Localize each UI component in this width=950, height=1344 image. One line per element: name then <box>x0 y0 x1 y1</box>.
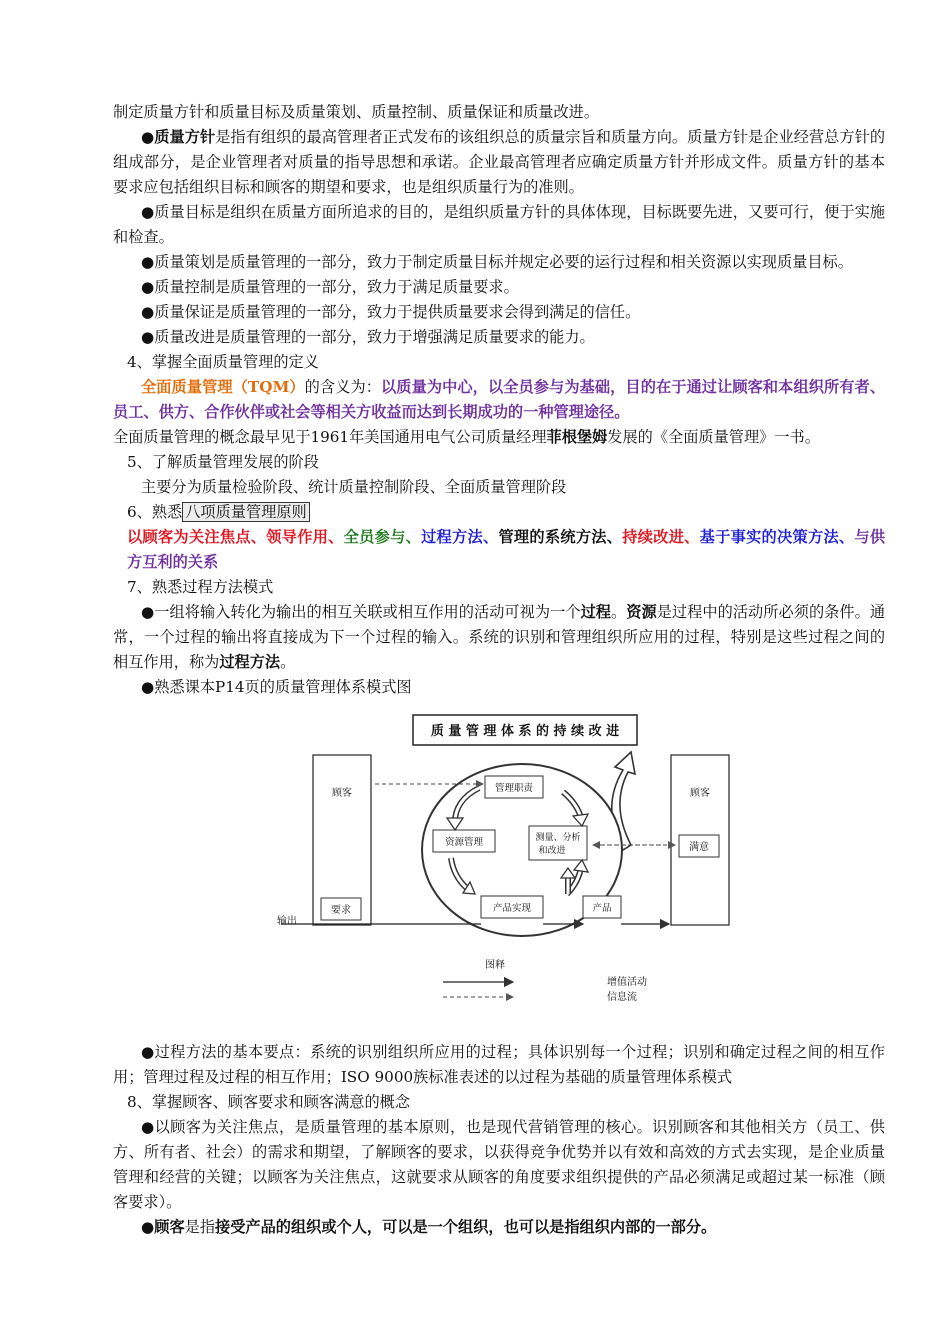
satisfaction-label: 满意 <box>689 842 709 853</box>
customer-right-label: 顾客 <box>690 788 710 799</box>
paragraph-figure-intro: ●熟悉课本P14页的质量管理体系模式图 <box>141 678 412 696</box>
resource-mgmt-label: 资源管理 <box>444 837 484 848</box>
document-page <box>113 100 885 1240</box>
term-process: 过程 <box>580 603 612 621</box>
paragraph-quality-control: ●质量控制是质量管理的一部分，致力于满足质量要求。 <box>141 278 519 296</box>
product-label: 产品 <box>592 903 612 914</box>
principle-continual-improvement: 持续改进、 <box>622 528 700 546</box>
term-quality-policy: 质量方针 <box>154 128 216 146</box>
heading-section-8: 8、掌握顾客、顾客要求和顾客满意的概念 <box>127 1093 411 1111</box>
heading-6-prefix: 6、熟悉 <box>127 503 183 521</box>
principle-leadership: 领导作用、 <box>266 528 344 546</box>
paragraph-tqm-definition <box>113 375 885 425</box>
paragraph-eight-principles <box>113 525 885 575</box>
term-process-approach: 过程方法 <box>219 653 281 671</box>
legend-information-flow: 信息流 <box>607 992 637 1003</box>
paragraph-process-method <box>113 600 885 675</box>
diagram-title: 质 量 管 理 体 系 的 持 续 改 进 <box>430 724 620 739</box>
paragraph-development-stages: 主要分为质量检验阶段、统计质量控制阶段、全面质量管理阶段 <box>141 478 567 496</box>
eight-principles-box: 八项质量管理原则 <box>182 502 310 522</box>
principle-supplier-relationship: 与供方互利的关系 <box>127 528 886 571</box>
product-realization-label: 产品实现 <box>492 903 532 914</box>
term-resource: 资源 <box>626 603 657 621</box>
term-customer: 顾客 <box>154 1218 185 1236</box>
measurement-label-1: 测量、分析 <box>535 833 581 843</box>
principle-involvement: 全员参与、 <box>343 528 422 546</box>
tqm-connector: 的含义为： <box>304 378 382 396</box>
customer-left-label: 顾客 <box>332 788 352 799</box>
paragraph-quality-improvement: ●质量改进是质量管理的一部分，致力于增强满足质量要求的能力。 <box>141 328 595 346</box>
requirements-label: 要求 <box>331 905 351 916</box>
name-feigenbaum: 菲根堡姆 <box>546 428 608 446</box>
tqm-definition-text: 以质量为中心，以全员参与为基础，目的在于通过让顾客和本组织所有者、员工、供方、合作伙伴或社会等相关方收益而达到长期成功的一种管理途径。 <box>113 378 886 421</box>
paragraph-quality-assurance: ●质量保证是质量管理的一部分，致力于提供质量要求会得到满足的信任。 <box>141 303 641 321</box>
paragraph-quality-planning: ●质量策划是质量管理的一部分，致力于制定质量目标并规定必要的运行过程和相关资源以实现质量目标。 <box>141 253 853 271</box>
principle-factual-decision: 基于事实的决策方法、 <box>699 528 855 546</box>
qms-model-diagram <box>113 700 885 1040</box>
legend-value-activity: 增值活动 <box>607 977 647 988</box>
paragraph-quality-objective: ●质量目标是组织在质量方面所追求的目的，是组织质量方针的具体体现，目标既要先进，又要可行，便于实施和检查。 <box>113 203 885 246</box>
tqm-history-text-end: 发展的《全面质量管理》一书。 <box>607 428 820 446</box>
paragraph-process-key-points: ●过程方法的基本要点：系统的识别组织所应用的过程；具体识别每一个过程；识别和确定过程之间的相互作用；管理过程及过程的相互作用；ISO 9000族标准表述的以过程为基础的质量管理体系模式 <box>113 1043 885 1086</box>
bullet: ● <box>141 1218 155 1236</box>
heading-section-4: 4、掌握全面质量管理的定义 <box>127 353 319 371</box>
principle-process-approach: 过程方法、 <box>421 528 499 546</box>
term-tqm: 全面质量管理（TQM） <box>141 378 305 396</box>
process-text-c: 是过程中的活动所必须的条件。通常，一个过程的输出将直接成为下一个过程的输入。系统的识别和管理组织所应用的过程，特别是这些过程之间的相互作用，称为 <box>113 603 886 671</box>
customer-def-connector: 是指 <box>184 1218 216 1236</box>
measurement-label-2: 和改进 <box>538 846 566 856</box>
bullet: ● <box>141 128 155 146</box>
tqm-history-text: 全面质量管理的概念最早见于1961年美国通用电气公司质量经理 <box>113 428 547 446</box>
legend-title: 图释 <box>485 960 505 971</box>
paragraph-quality-management-scope: 制定质量方针和质量目标及质量策划、质量控制、质量保证和质量改进。 <box>113 103 599 121</box>
customer-definition-text: 接受产品的组织或个人，可以是一个组织，也可以是指组织内部的一部分。 <box>215 1218 717 1236</box>
process-text-d: 。 <box>280 653 296 671</box>
quality-policy-definition: 是指有组织的最高管理者正式发布的该组织总的质量宗旨和质量方向。质量方针是企业经营总方针的组成部分，是企业管理者对质量的指导思想和承诺。企业最高管理者应确定质量方针并形成文件。质量方针的基本要求应包括组织目标和顾客的期望和要求，也是组织质量行为的准则。 <box>113 128 886 196</box>
paragraph-customer-definition <box>113 1215 885 1240</box>
principle-system-approach: 管理的系统方法、 <box>498 528 623 546</box>
input-label: 输出 <box>277 916 297 927</box>
process-text-b: 。 <box>611 603 627 621</box>
heading-section-7: 7、熟悉过程方法模式 <box>127 578 274 596</box>
paragraph-quality-policy <box>113 125 885 200</box>
paragraph-customer-focus: ●以顾客为关注焦点，是质量管理的基本原则，也是现代营销管理的核心。识别顾客和其他相关方（员工、供方、所有者、社会）的需求和期望，了解顾客的要求，以获得竞争优势并以有效和高效的方式去实现，是企业质量管理和经营的关键；以顾客为关注焦点，这就要求从顾客的角度要求组织提供的产品必须满足或超过某一标准（顾客要求）。 <box>113 1118 885 1211</box>
heading-section-6 <box>113 500 885 525</box>
mgmt-responsibility-label: 管理职责 <box>494 783 534 794</box>
paragraph-tqm-history <box>113 425 885 450</box>
heading-section-5: 5、了解质量管理发展的阶段 <box>127 453 319 471</box>
principle-customer-focus: 以顾客为关注焦点、 <box>127 528 267 546</box>
process-text-a: ●一组将输入转化为输出的相互关联或相互作用的活动可视为一个 <box>141 603 581 621</box>
